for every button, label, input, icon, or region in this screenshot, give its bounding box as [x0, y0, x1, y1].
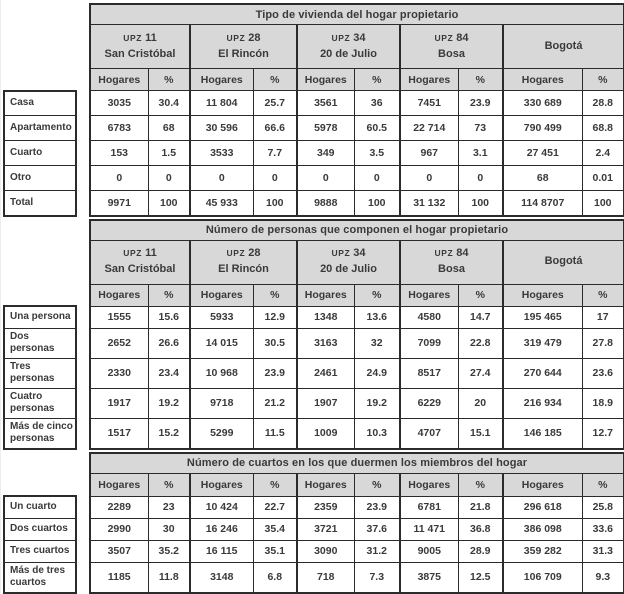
percent-cell: 12.7 — [582, 418, 624, 449]
hogares-cell: 10 968 — [190, 358, 253, 388]
percent-cell: 28.9 — [458, 540, 503, 562]
table-row — [4, 388, 624, 418]
percent-cell: 28.8 — [582, 91, 624, 116]
hogares-cell: 5933 — [190, 306, 253, 328]
hogares-cell: 1555 — [90, 306, 148, 328]
percent-cell: 19.2 — [354, 388, 400, 418]
percent-cell: 20 — [458, 388, 503, 418]
hogares-cell: 2359 — [297, 496, 354, 518]
gap-spacer — [76, 91, 90, 116]
percent-cell: 30.4 — [148, 91, 190, 116]
percent-header: % — [458, 69, 503, 91]
percent-cell: 7.7 — [253, 141, 297, 166]
upz-code: UPZ 34 — [331, 247, 366, 260]
label-column-spacer — [4, 220, 90, 241]
column-group-upz28 — [190, 240, 297, 284]
hogares-header: Hogares — [503, 284, 582, 306]
percent-cell: 0.01 — [582, 166, 624, 191]
hogares-cell: 6783 — [90, 116, 148, 141]
percent-header: % — [458, 284, 503, 306]
upz-name: Bogotá — [544, 39, 583, 52]
percent-cell: 66.6 — [253, 116, 297, 141]
percent-cell: 1.5 — [148, 141, 190, 166]
hogares-cell: 114 8707 — [503, 191, 582, 216]
hogares-cell: 195 465 — [503, 306, 582, 328]
row-label: Cuarto — [4, 141, 76, 166]
hogares-cell: 10 424 — [190, 496, 253, 518]
row-label: Otro — [4, 166, 76, 191]
percent-cell: 100 — [458, 191, 503, 216]
gap-spacer — [76, 141, 90, 166]
hogares-cell: 2652 — [90, 328, 148, 358]
row-label: Un cuarto — [4, 496, 76, 518]
hogares-cell: 0 — [90, 166, 148, 191]
hogares-header: Hogares — [190, 284, 253, 306]
table-row — [4, 418, 624, 449]
percent-cell: 30 — [148, 518, 190, 540]
percent-cell: 25.8 — [582, 496, 624, 518]
upz-name: Bogotá — [544, 255, 583, 268]
row-label: Tres personas — [4, 358, 76, 388]
upz-code: UPZ 34 — [331, 31, 366, 44]
row-label: Dos personas — [4, 328, 76, 358]
hogares-cell: 2330 — [90, 358, 148, 388]
percent-cell: 31.3 — [582, 540, 624, 562]
hogares-cell: 4580 — [400, 306, 458, 328]
gap-spacer — [76, 496, 90, 518]
percent-cell: 100 — [253, 191, 297, 216]
upz-name: El Rincón — [218, 47, 269, 60]
upz-name: Bosa — [438, 47, 465, 60]
table-row — [4, 540, 624, 562]
label-column-spacer — [4, 4, 90, 25]
percent-cell: 25.7 — [253, 91, 297, 116]
row-label: Una persona — [4, 306, 76, 328]
hogares-cell: 3533 — [190, 141, 253, 166]
table-row — [4, 518, 624, 540]
hogares-cell: 3090 — [297, 540, 354, 562]
percent-cell: 17 — [582, 306, 624, 328]
hogares-header: Hogares — [297, 473, 354, 496]
percent-cell: 60.5 — [354, 116, 400, 141]
label-column-spacer — [4, 25, 90, 69]
percent-header: % — [582, 69, 624, 91]
hogares-cell: 0 — [190, 166, 253, 191]
percent-cell: 6.8 — [253, 562, 297, 593]
hogares-cell: 8517 — [400, 358, 458, 388]
percent-cell: 9.3 — [582, 562, 624, 593]
table-row — [4, 328, 624, 358]
column-group-upz28 — [190, 25, 297, 69]
percent-cell: 100 — [354, 191, 400, 216]
percent-header: % — [148, 69, 190, 91]
hogares-cell: 216 934 — [503, 388, 582, 418]
percent-cell: 2.4 — [582, 141, 624, 166]
percent-cell: 3.1 — [458, 141, 503, 166]
percent-cell: 0 — [458, 166, 503, 191]
hogares-header: Hogares — [503, 69, 582, 91]
gap-spacer — [76, 562, 90, 593]
percent-cell: 21.8 — [458, 496, 503, 518]
hogares-cell: 11 471 — [400, 518, 458, 540]
table-row — [4, 562, 624, 593]
row-label: Más de cinco personas — [4, 418, 76, 449]
hogares-cell: 9971 — [90, 191, 148, 216]
percent-cell: 73 — [458, 116, 503, 141]
row-label: Apartamento — [4, 116, 76, 141]
hogares-cell: 2461 — [297, 358, 354, 388]
hogares-cell: 3148 — [190, 562, 253, 593]
percent-cell: 11.5 — [253, 418, 297, 449]
upz-code: UPZ 11 — [123, 247, 157, 260]
hogares-cell: 9888 — [297, 191, 354, 216]
hogares-cell: 153 — [90, 141, 148, 166]
row-label: Casa — [4, 91, 76, 116]
label-column-spacer — [4, 240, 90, 284]
upz-name: 20 de Julio — [320, 47, 377, 60]
hogares-cell: 4707 — [400, 418, 458, 449]
hogares-cell: 7451 — [400, 91, 458, 116]
hogares-cell: 3035 — [90, 91, 148, 116]
hogares-cell: 45 933 — [190, 191, 253, 216]
upz-name: 20 de Julio — [320, 263, 377, 275]
gap-spacer — [76, 116, 90, 141]
hogares-cell: 30 596 — [190, 116, 253, 141]
hogares-cell: 14 015 — [190, 328, 253, 358]
percent-cell: 35.2 — [148, 540, 190, 562]
upz-code: UPZ 11 — [123, 31, 157, 44]
gap-spacer — [76, 166, 90, 191]
percent-cell: 100 — [582, 191, 624, 216]
percent-header: % — [148, 284, 190, 306]
percent-cell: 23.9 — [458, 91, 503, 116]
hogares-cell: 1185 — [90, 562, 148, 593]
percent-header: % — [582, 473, 624, 496]
percent-cell: 0 — [148, 166, 190, 191]
percent-header: % — [354, 69, 400, 91]
hogares-header: Hogares — [90, 69, 148, 91]
percent-cell: 33.6 — [582, 518, 624, 540]
vivienda-table-body — [4, 91, 624, 216]
gap-spacer — [76, 540, 90, 562]
hogares-cell: 1917 — [90, 388, 148, 418]
percent-cell: 14.7 — [458, 306, 503, 328]
personas-table — [3, 219, 624, 450]
hogares-header: Hogares — [297, 69, 354, 91]
hogares-cell: 1517 — [90, 418, 148, 449]
percent-header: % — [253, 473, 297, 496]
percent-cell: 35.1 — [253, 540, 297, 562]
hogares-cell: 718 — [297, 562, 354, 593]
label-column-spacer — [4, 69, 90, 91]
percent-cell: 100 — [148, 191, 190, 216]
percent-header: % — [354, 284, 400, 306]
percent-cell: 35.4 — [253, 518, 297, 540]
gap-spacer — [76, 191, 90, 216]
hogares-header: Hogares — [400, 284, 458, 306]
percent-cell: 10.3 — [354, 418, 400, 449]
table-row — [4, 496, 624, 518]
percent-cell: 0 — [354, 166, 400, 191]
percent-cell: 0 — [253, 166, 297, 191]
label-column-spacer — [4, 453, 90, 474]
hogares-cell: 22 714 — [400, 116, 458, 141]
upz-name: San Cristóbal — [104, 263, 176, 275]
hogares-cell: 6229 — [400, 388, 458, 418]
table-row — [4, 191, 624, 216]
gap-spacer — [76, 358, 90, 388]
vivienda-table — [3, 3, 624, 217]
upz-code: UPZ 28 — [226, 31, 261, 44]
hogares-cell: 349 — [297, 141, 354, 166]
subheader-row — [4, 473, 624, 496]
hogares-header: Hogares — [90, 284, 148, 306]
percent-cell: 68.8 — [582, 116, 624, 141]
hogares-cell: 68 — [503, 166, 582, 191]
hogares-cell: 3507 — [90, 540, 148, 562]
cuartos-table — [3, 452, 624, 594]
upz-code: UPZ 28 — [226, 247, 261, 260]
hogares-header: Hogares — [503, 473, 582, 496]
percent-cell: 7.3 — [354, 562, 400, 593]
percent-cell: 22.7 — [253, 496, 297, 518]
percent-cell: 21.2 — [253, 388, 297, 418]
row-label: Más de tres cuartos — [4, 562, 76, 593]
upz-name: El Rincón — [218, 263, 269, 275]
percent-cell: 19.2 — [148, 388, 190, 418]
hogares-header: Hogares — [90, 473, 148, 496]
hogares-cell: 0 — [400, 166, 458, 191]
row-label: Cuatro personas — [4, 388, 76, 418]
column-group-bogota — [503, 25, 624, 69]
percent-cell: 11.8 — [148, 562, 190, 593]
upz-code: UPZ 84 — [434, 247, 469, 260]
percent-cell: 23.4 — [148, 358, 190, 388]
gap-spacer — [76, 518, 90, 540]
hogares-cell: 1348 — [297, 306, 354, 328]
percent-cell: 15.2 — [148, 418, 190, 449]
hogares-cell: 330 689 — [503, 91, 582, 116]
table-row — [4, 358, 624, 388]
percent-cell: 24.9 — [354, 358, 400, 388]
hogares-cell: 9718 — [190, 388, 253, 418]
percent-header: % — [582, 284, 624, 306]
hogares-cell: 11 804 — [190, 91, 253, 116]
percent-cell: 23 — [148, 496, 190, 518]
hogares-cell: 1009 — [297, 418, 354, 449]
percent-header: % — [148, 473, 190, 496]
hogares-cell: 2990 — [90, 518, 148, 540]
percent-cell: 23.6 — [582, 358, 624, 388]
column-group-bogota — [503, 240, 624, 284]
table-row — [4, 306, 624, 328]
percent-cell: 12.9 — [253, 306, 297, 328]
percent-cell: 27.8 — [582, 328, 624, 358]
column-group-upz11 — [90, 240, 190, 284]
hogares-header: Hogares — [400, 69, 458, 91]
percent-header: % — [354, 473, 400, 496]
percent-cell: 18.9 — [582, 388, 624, 418]
hogares-cell: 3721 — [297, 518, 354, 540]
hogares-cell: 359 282 — [503, 540, 582, 562]
hogares-cell: 106 709 — [503, 562, 582, 593]
hogares-cell: 0 — [297, 166, 354, 191]
hogares-cell: 7099 — [400, 328, 458, 358]
hogares-cell: 3875 — [400, 562, 458, 593]
hogares-cell: 5978 — [297, 116, 354, 141]
gap-spacer — [76, 418, 90, 449]
percent-cell: 68 — [148, 116, 190, 141]
subheader-row — [4, 69, 624, 91]
percent-header: % — [253, 69, 297, 91]
hogares-cell: 790 499 — [503, 116, 582, 141]
column-group-upz11 — [90, 25, 190, 69]
table-row — [4, 116, 624, 141]
column-group-upz84 — [400, 25, 503, 69]
column-group-upz84 — [400, 240, 503, 284]
section-title-cuartos: Número de cuartos en los que duermen los miembros del hogar — [90, 453, 624, 474]
hogares-cell: 27 451 — [503, 141, 582, 166]
row-label: Tres cuartos — [4, 540, 76, 562]
gap-spacer — [76, 388, 90, 418]
hogares-cell: 146 185 — [503, 418, 582, 449]
percent-cell: 15.1 — [458, 418, 503, 449]
column-group-upz34 — [297, 25, 400, 69]
percent-cell: 12.5 — [458, 562, 503, 593]
hogares-cell: 16 115 — [190, 540, 253, 562]
percent-cell: 36 — [354, 91, 400, 116]
hogares-cell: 319 479 — [503, 328, 582, 358]
hogares-cell: 386 098 — [503, 518, 582, 540]
hogares-cell: 1907 — [297, 388, 354, 418]
percent-cell: 31.2 — [354, 540, 400, 562]
hogares-cell: 9005 — [400, 540, 458, 562]
hogares-cell: 967 — [400, 141, 458, 166]
hogares-cell: 31 132 — [400, 191, 458, 216]
table-row — [4, 141, 624, 166]
personas-table-body — [4, 306, 624, 449]
percent-cell: 22.8 — [458, 328, 503, 358]
column-group-upz34 — [297, 240, 400, 284]
percent-cell: 27.4 — [458, 358, 503, 388]
hogares-header: Hogares — [297, 284, 354, 306]
section-title-personas: Número de personas que componen el hogar propietario — [90, 220, 624, 241]
hogares-cell: 6781 — [400, 496, 458, 518]
percent-cell: 23.9 — [354, 496, 400, 518]
percent-cell: 26.6 — [148, 328, 190, 358]
percent-cell: 15.6 — [148, 306, 190, 328]
percent-cell: 23.9 — [253, 358, 297, 388]
percent-header: % — [253, 284, 297, 306]
percent-header: % — [458, 473, 503, 496]
hogares-cell: 3163 — [297, 328, 354, 358]
hogares-header: Hogares — [190, 473, 253, 496]
percent-cell: 36.8 — [458, 518, 503, 540]
hogares-cell: 3561 — [297, 91, 354, 116]
row-label: Dos cuartos — [4, 518, 76, 540]
hogares-cell: 2289 — [90, 496, 148, 518]
percent-cell: 13.6 — [354, 306, 400, 328]
row-label: Total — [4, 191, 76, 216]
upz-code: UPZ 84 — [434, 31, 469, 44]
cuartos-table-body — [4, 496, 624, 593]
hogares-cell: 16 246 — [190, 518, 253, 540]
table-row — [4, 166, 624, 191]
section-title-vivienda: Tipo de vivienda del hogar propietario — [90, 4, 624, 25]
hogares-cell: 296 618 — [503, 496, 582, 518]
percent-cell: 32 — [354, 328, 400, 358]
hogares-header: Hogares — [190, 69, 253, 91]
percent-cell: 30.5 — [253, 328, 297, 358]
gap-spacer — [76, 306, 90, 328]
hogares-cell: 5299 — [190, 418, 253, 449]
upz-name: San Cristóbal — [104, 47, 176, 60]
percent-cell: 37.6 — [354, 518, 400, 540]
subheader-row — [4, 284, 624, 306]
label-column-spacer — [4, 284, 90, 306]
hogares-header: Hogares — [400, 473, 458, 496]
gap-spacer — [76, 328, 90, 358]
table-row — [4, 91, 624, 116]
hogares-cell: 270 644 — [503, 358, 582, 388]
percent-cell: 3.5 — [354, 141, 400, 166]
upz-name: Bosa — [438, 263, 465, 275]
label-column-spacer — [4, 473, 90, 496]
